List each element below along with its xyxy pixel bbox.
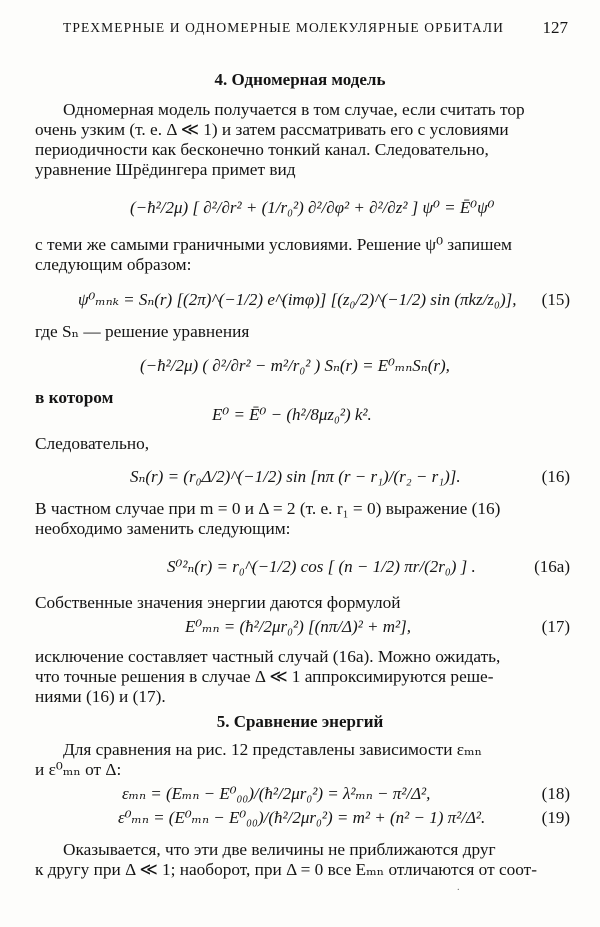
equation-number-15: (15) <box>541 290 570 309</box>
equation-16a: S⁰²ₙ(r) = r₀^(−1/2) cos [ (n − 1/2) πr/(2r₀) ] . <box>167 557 476 576</box>
paragraph-line: В частном случае при m = 0 и Δ = 2 (т. е. r₁ = 0) выражение (16) <box>35 499 501 518</box>
equation-number-18: (18) <box>541 784 570 803</box>
equation-schrodinger: (−ħ²/2μ) [ ∂²/∂r² + (1/r₀²) ∂²/∂φ² + ∂²/∂z² ] ψ⁰ = Ē⁰ψ⁰ <box>130 198 495 217</box>
paragraph-line: уравнение Шрёдингера примет вид <box>35 160 296 179</box>
running-header: ТРЕХМЕРНЫЕ И ОДНОМЕРНЫЕ МОЛЕКУЛЯРНЫЕ ОРБИТАЛИ <box>63 20 505 35</box>
paragraph-line: следующим образом: <box>35 255 192 274</box>
paragraph-line: очень узким (т. е. Δ ≪ 1) и затем рассматривать его с условиями <box>35 120 509 139</box>
equation-18: εₘₙ = (Eₘₙ − E⁰₀₀)/(ħ²/2μr₀²) = λ²ₘₙ − π²/Δ², <box>122 784 431 803</box>
equation-E0: E⁰ = Ē⁰ − (h²/8μz₀²) k². <box>212 405 372 424</box>
equation-number-16: (16) <box>541 467 570 486</box>
paragraph-line: периодичности как бесконечно тонкий канал. Следовательно, <box>35 140 489 159</box>
print-speck: · <box>456 885 460 896</box>
paragraph-line: Оказывается, что эти две величины не приближаются друг <box>63 840 496 859</box>
section-5-title: 5. Сравнение энергий <box>216 712 384 731</box>
paragraph-line: к другу при Δ ≪ 1; наоборот, при Δ = 0 все Eₘₙ отличаются от соот- <box>35 860 537 879</box>
paragraph-line: исключение составляет частный случай (16а). Можно ожидать, <box>35 647 501 666</box>
paragraph-line: Для сравнения на рис. 12 представлены зависимости εₘₙ <box>63 740 483 759</box>
equation-number-19: (19) <box>541 808 570 827</box>
paragraph-line: что точные решения в случае Δ ≪ 1 аппроксимируются реше- <box>35 667 494 686</box>
equation-Sn: (−ħ²/2μ) ( ∂²/∂r² − m²/r₀² ) Sₙ(r) = E⁰ₘₙSₙ(r), <box>140 356 450 375</box>
section-4-title: 4. Одномерная модель <box>214 70 386 89</box>
paragraph-line: где Sₙ — решение уравнения <box>35 322 250 341</box>
paragraph-line: необходимо заменить следующим: <box>35 519 291 538</box>
equation-19: ε⁰ₘₙ = (E⁰ₘₙ − E⁰₀₀)/(ħ²/2μr₀²) = m² + (n² − 1) π²/Δ². <box>118 808 486 827</box>
equation-15: ψ⁰ₘₙₖ = Sₙ(r) [(2π)^(−1/2) e^(imφ)] [(z₀/2)^(−1/2) sin (πkz/z₀)], <box>78 290 517 309</box>
equation-16: Sₙ(r) = (r₀Δ/2)^(−1/2) sin [nπ (r − r₁)/(r₂ − r₁)]. <box>130 467 461 486</box>
paragraph-line: в котором <box>35 388 114 407</box>
paragraph-line: и ε⁰ₘₙ от Δ: <box>35 760 122 779</box>
paragraph-line: Следовательно, <box>35 434 150 453</box>
equation-number-17: (17) <box>541 617 570 636</box>
page-number: 127 <box>542 18 568 37</box>
paragraph-line: с теми же самыми граничными условиями. Решение ψ⁰ запишем <box>35 235 512 254</box>
paragraph-line: Собственные значения энергии даются формулой <box>35 593 401 612</box>
paragraph-line: ниями (16) и (17). <box>35 687 166 706</box>
equation-17: E⁰ₘₙ = (ħ²/2μr₀²) [(nπ/Δ)² + m²], <box>185 617 411 636</box>
equation-number-16a: (16а) <box>534 557 570 576</box>
paragraph-line: Одномерная модель получается в том случае, если считать тор <box>63 100 525 119</box>
